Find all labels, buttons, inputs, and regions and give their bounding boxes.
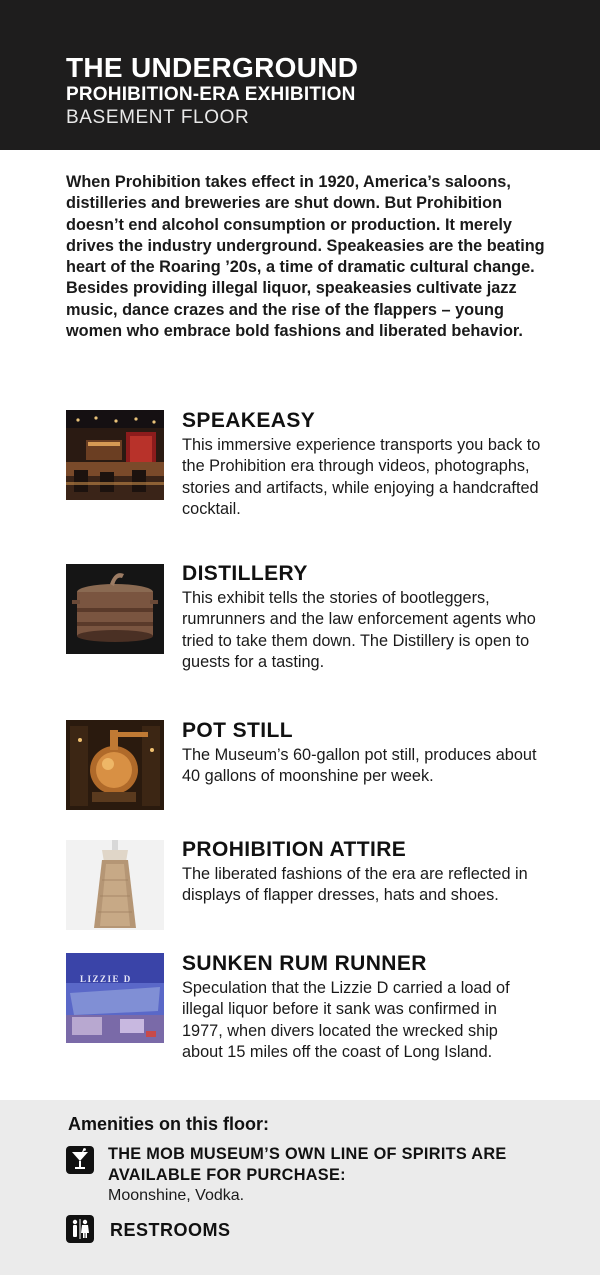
floor-label: BASEMENT FLOOR [66,107,250,128]
restroom-icon [66,1215,94,1243]
page-subtitle: PROHIBITION-ERA EXHIBITION [66,84,356,105]
exhibit-description: The liberated fashions of the era are reflected in displays of flapper dresses, hats and shoes. [182,865,528,905]
amenities-heading: Amenities on this floor: [68,1114,270,1134]
amenities-panel [0,1100,600,1275]
distillery-photo [66,564,164,654]
exhibit-description: The Museum’s 60-gallon pot still, produces about 40 gallons of moonshine per week. [182,746,537,786]
boat-name-label: LIZZIE D [80,974,132,984]
exhibit-title: SUNKEN RUM RUNNER [182,952,427,975]
amenity-spirits [108,1144,548,1206]
page-title: THE UNDERGROUND [66,52,359,83]
amenity-spirits-caption: THE MOB MUSEUM’S OWN LINE OF SPIRITS ARE AVAILABLE FOR PURCHASE: [108,1145,507,1184]
attire-photo [66,840,164,930]
exhibit-title: PROHIBITION ATTIRE [182,838,407,861]
cocktail-glass-icon [66,1146,94,1174]
exhibit-title: SPEAKEASY [182,409,316,432]
exhibit-title: DISTILLERY [182,562,308,585]
exhibit-description: Speculation that the Lizzie D carried a load of illegal liquor before it sank was confirmed in 1977, when divers located the wrecked ship about 15 miles off the coast of Long Island. [182,979,510,1061]
exhibit-title: POT STILL [182,719,293,742]
speakeasy-photo [66,410,164,500]
exhibit-description: This exhibit tells the stories of bootleggers, rumrunners and the law enforcement agents who tried to take them down. The Distillery is open to guests for a tasting. [182,589,536,671]
pot-still-photo [66,720,164,810]
intro-paragraph: When Prohibition takes effect in 1920, America’s saloons, distilleries and breweries are shut down. But Prohibition doesn’t end alcohol consumption or production. It merely drives the industry underground. Speakeasies are the beating heart of the Roaring ’20s, a time of dramatic cultural change. Besides providing illegal liquor, speakeasies cultivate jazz music, dance crazes and the rise of the flappers – young women who embrace bold fashions and liberated behavior. [66,173,545,341]
sunken-rum-runner-photo [66,953,164,1043]
amenity-restrooms: RESTROOMS [110,1220,231,1240]
amenity-spirits-detail: Moonshine, Vodka. [108,1187,245,1204]
exhibit-description: This immersive experience transports you back to the Prohibition era through videos, photographs, stories and artifacts, while enjoying a handcrafted cocktail. [182,436,541,518]
header-banner [0,0,600,150]
